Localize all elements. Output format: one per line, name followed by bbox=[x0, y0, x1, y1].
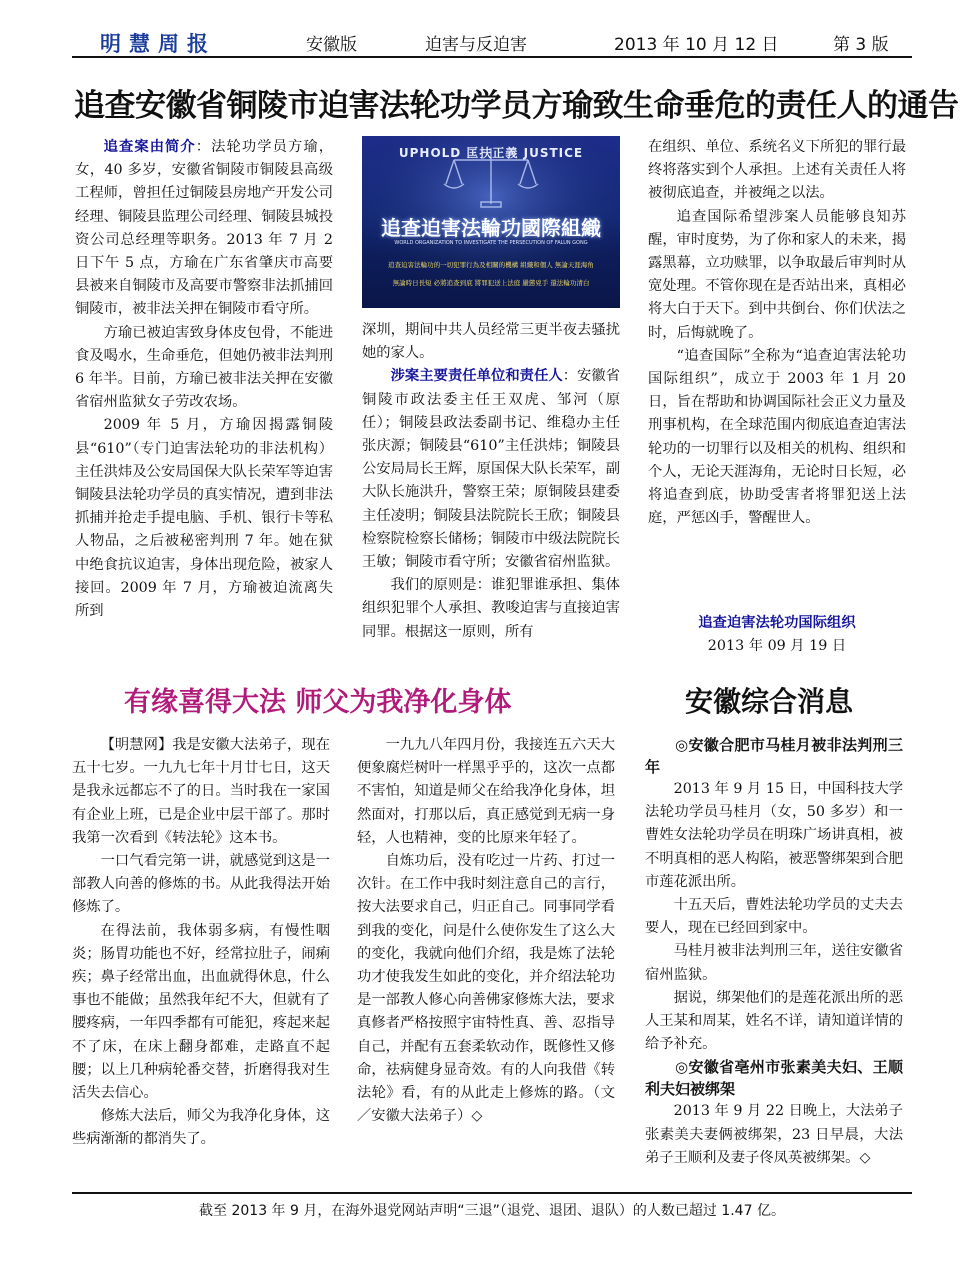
banner-title-en: WORLD ORGANIZATION TO INVESTIGATE THE PERSECUTION OF FALUN GONG bbox=[394, 240, 588, 246]
article1-column3 bbox=[648, 136, 906, 530]
news-item1-heading: ◎安徽合肥市马桂月被非法判刑三年 bbox=[645, 736, 903, 776]
news-column bbox=[645, 734, 903, 1170]
section-label: 迫害与反迫害 bbox=[425, 35, 527, 55]
banner-arc-text: UPHOLD 匡扶正義 JUSTICE bbox=[398, 146, 584, 160]
article2-para5: 一九九八年四月份，我接连五六天大便象腐烂树叶一样黑乎乎的，这次一点都不害怕，知道是师父在给我净化身体，坦然面对，打那以后，真正感觉到无病一身轻，人也精神，变的比原来年轻了。 bbox=[357, 737, 615, 846]
responsible-text: ：安徽省铜陵市政法委主任王双虎、邹河（原任）；铜陵县政法委副书记、维稳办主任张庆源；铜陵县“610”主任洪炜；铜陵县公安局局长王辉，原国保大队长荣军，副大队长施洪升，警察王荣；原铜陵县建委主任凌明；铜陵县法院院长王欣；铜陵县检察院检察长储杨；铜陵市中级法院院长王敏；铜陵市看守所；安徽省宿州监狱。 bbox=[362, 368, 621, 571]
justice-banner-image bbox=[362, 136, 620, 308]
page-number: 第 3 版 bbox=[833, 35, 889, 55]
article2-title: 有缘喜得大法 师父为我净化身体 bbox=[124, 687, 512, 718]
article1-col3-para2: 追查国际希望涉案人员能够良知苏醒，审时度势，为了你和家人的未来，揭露黑幕，立功赎罪，以争取最后审判时从宽处理。不管你现在是否站出来，真相必将大白于天下。到中共倒台、你们伏法之时，后悔就晚了。 bbox=[648, 208, 906, 341]
article2-para1: 【明慧网】我是安徽大法弟子，现在五十七岁。一九九七年十月廿七日，这天是我永远都忘不了的日。当时我在一家国有企业上班，已是企业中层干部了。那时我第一次看到《转法轮》这本书。 bbox=[72, 737, 330, 846]
article1-principle: 我们的原则是：谁犯罪谁承担、集体组织犯罪个人承担、教唆迫害与直接迫害同罪。根据这一原则，所有 bbox=[362, 577, 620, 640]
signature-org: 追查迫害法轮功国际组织 bbox=[698, 615, 856, 631]
footer-rule bbox=[72, 1192, 912, 1194]
edition-label: 安徽版 bbox=[306, 35, 357, 55]
banner-title-cn: 追查迫害法輪功國際組織 bbox=[381, 216, 601, 240]
article2-column1 bbox=[72, 734, 330, 1152]
masthead: 明慧周报 bbox=[100, 31, 216, 56]
news-title: 安徽综合消息 bbox=[685, 685, 854, 718]
news-item2-heading: ◎安徽省亳州市张素美夫妇、王顺利夫妇被绑架 bbox=[645, 1058, 903, 1099]
intro-label: 追查案由简介 bbox=[103, 139, 196, 155]
article1-column2 bbox=[362, 319, 620, 644]
responsible-label: 涉案主要责任单位和责任人 bbox=[390, 368, 563, 385]
news-item1-para4: 据说，绑架他们的是莲花派出所的恶人王某和周某，姓名不详，请知道详情的给予补充。 bbox=[645, 989, 903, 1053]
news-item1-para1: 2013 年 9 月 15 日，中国科技大学法轮功学员马桂月（女，50 多岁）和一曹姓女法轮功学员在明珠广场讲真相，被不明真相的恶人构陷，被恶警绑架到合肥市莲花派出所。 bbox=[645, 781, 903, 890]
news-item1-para3: 马桂月被非法判刑三年，送往安徽省宿州监狱。 bbox=[645, 943, 903, 983]
article1-para3-continued: 深圳，期间中共人员经常三更半夜去骚扰她的家人。 bbox=[362, 322, 620, 362]
article1-col3-para3: “追查国际”全称为“追查迫害法轮功国际组织”，成立于 2003 年 1 月 20 日，旨在帮助和协调国际社会正义力量及刑事机构，在全球范围内彻底追查迫害法轮功的一切罪行以及相关的机构、组织和个人，无论天涯海角，无论时日长短，必将追查到底，协助受害者将罪犯送上法庭，严惩凶手，警醒世人。 bbox=[648, 347, 906, 527]
news-item1-para2: 十五天后，曹姓法轮功学员的丈夫去要人，现在已经回到家中。 bbox=[645, 897, 903, 937]
article2-para3: 在得法前，我体弱多病，有慢性咽炎；肠胃功能也不好，经常拉肚子，闹痢疾；鼻子经常出血，出血就得休息，什么事也不能做；虽然我年纪不大，但就有了腰疼病，一年四季都有可能犯，疼起来起不了床，在床上翻身都难，走路直不起腰；以上几种病轮番交替，折磨得我对生活失去信心。 bbox=[72, 922, 330, 1102]
article1-column1 bbox=[75, 136, 333, 623]
footer-notice: 截至 2013 年 9 月，在海外退党网站声明“三退”（退党、退团、退队）的人数已超过 1.47 亿。 bbox=[199, 1203, 785, 1219]
news-item2-para1: 2013 年 9 月 22 日晚上，大法弟子张素美夫妻俩被绑架，23 日早晨，大法弟子王顺利及妻子佟凤英被绑架。◇ bbox=[645, 1103, 903, 1166]
issue-date: 2013 年 10 月 12 日 bbox=[614, 35, 779, 55]
banner-slogan-2: 無論時日長短 必將追查到底 將罪犯送上法庭 嚴懲兇手 還法輪功清白 bbox=[392, 279, 590, 287]
header-rule bbox=[72, 56, 912, 58]
article1-para3: 2009 年 5 月，方瑜因揭露铜陵县“610”（专门迫害法轮功的非法机构）主任洪炜及公安局国保大队长荣军等迫害铜陵县法轮功学员的真实情况，遭到非法抓捕并抢走手提电脑、手机、银行卡等私人物品，之后被秘密判刑 7 年。她在狱中绝食抗议迫害，身体出现危险，被家人接回。2009 年 7 月，方瑜被迫流离失所到 bbox=[75, 417, 333, 620]
article1-title: 追查安徽省铜陵市迫害法轮功学员方瑜致生命垂危的责任人的通告 bbox=[74, 88, 959, 124]
article2-para4: 修炼大法后，师父为我净化身体，这些病渐渐的都消失了。 bbox=[72, 1108, 330, 1148]
article2-para2: 一口气看完第一讲，就感觉到这是一部教人向善的修炼的书。从此我得法开始修炼了。 bbox=[72, 853, 330, 916]
signature-date: 2013 年 09 月 19 日 bbox=[707, 638, 847, 654]
intro-text: ：法轮功学员方瑜，女，40 多岁，安徽省铜陵市铜陵县高级工程师，曾担任过铜陵县房地产开发公司经理、铜陵县监理公司经理、铜陵县城投资公司总经理等职务。2013 年 7 月 2 日下午 5 点，方瑜在广东省肇庆市高要县被来自铜陵市及高要市警察非法抓捕回铜陵市，被非法关押在铜陵市看守所。 bbox=[75, 139, 334, 318]
banner-slogan-1: 追查迫害法輪功的一切犯罪行為及相關的機構 組織和個人 無論天涯海角 bbox=[388, 261, 594, 269]
article2-column2 bbox=[357, 734, 615, 1128]
article1-para2: 方瑜已被迫害致身体皮包骨，不能进食及喝水，生命垂危，但她仍被非法判刑 6 年半。目前，方瑜已被非法关押在安徽省宿州监狱女子劳改农场。 bbox=[75, 324, 333, 411]
article2-para6: 自炼功后，没有吃过一片药、打过一次针。在工作中我时刻注意自己的言行，按大法要求自己，归正自己。同事同学看到我的变化，问是什么使你发生了这么大的变化，我就向他们介绍，我是炼了法轮功才使我发生如此的变化，并介绍法轮功是一部教人修心向善佛家修炼大法，要求真修者严格按照宇宙特性真、善、忍指导自己，并配有五套柔软动作，既修性又修命，祛病健身显奇效。有的人向我借《转法轮》看，有的从此走上修炼的路。（文／安徽大法弟子）◇ bbox=[357, 853, 615, 1125]
article1-col3-para1: 在组织、单位、系统名义下所犯的罪行最终将落实到个人承担。上述有关责任人将被彻底追查，并被绳之以法。 bbox=[648, 139, 906, 202]
